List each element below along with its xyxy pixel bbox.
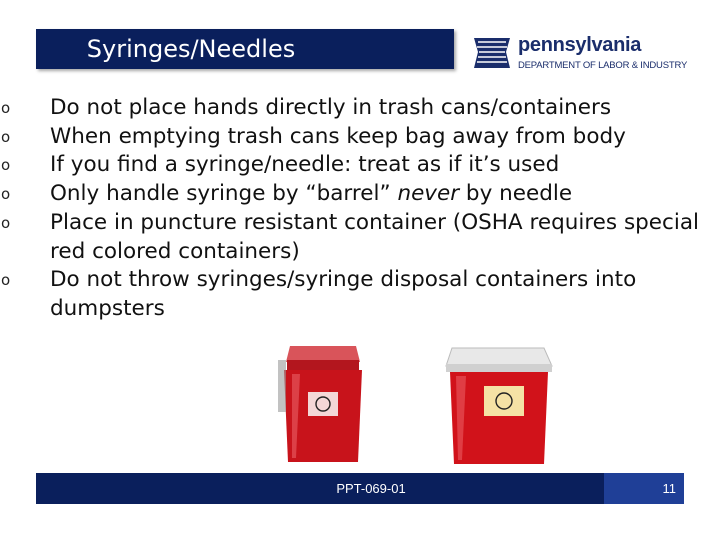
page-number: 11 [662,481,676,496]
bullet-text: Do not place hands directly in trash cans/containers [50,95,612,120]
sharps-container-left [278,346,362,462]
bullet-item [0,123,720,152]
bullet-item [0,151,720,180]
title-bar [36,29,454,69]
bullet-text: When emptying trash cans keep bag away from body [50,123,626,149]
bullet-marker: o [1,127,11,146]
bullet-marker: o [1,99,11,117]
bullet-item [0,209,720,266]
bullet-emphasis: never [397,181,460,207]
footer-code: PPT-069-01 [336,481,406,496]
logo-department: DEPARTMENT OF LABOR & INDUSTRY [518,60,688,71]
logo-name: pennsylvania [518,34,642,56]
bullet-marker: o [1,185,11,204]
bullet-list [0,94,720,324]
bullet-text: If you find a syringe/needle: treat as if it’s used [50,152,560,178]
bullet-text-after: by needle [459,181,573,207]
bullet-text: Place in puncture resistant container (OSHA requires special red colored containers) [50,209,699,264]
bullet-item [0,180,720,209]
keystone-logo-icon [470,30,514,74]
sharps-containers-image [270,340,570,468]
footer-bar [36,473,684,504]
bullet-marker: o [1,156,11,175]
pennsylvania-logo [470,30,700,76]
bullet-item [0,94,720,123]
bullet-marker: o [1,213,11,232]
bullet-marker: o [1,271,11,290]
sharps-container-right [446,348,552,464]
page-number-box [604,473,684,504]
bullet-item [0,266,720,323]
bullet-text: Do not throw syringes/syringe disposal containers into dumpsters [50,267,637,321]
bullet-text: Only handle syringe by “barrel” [50,181,398,207]
slide-title: Syringes/Needles [86,35,296,63]
